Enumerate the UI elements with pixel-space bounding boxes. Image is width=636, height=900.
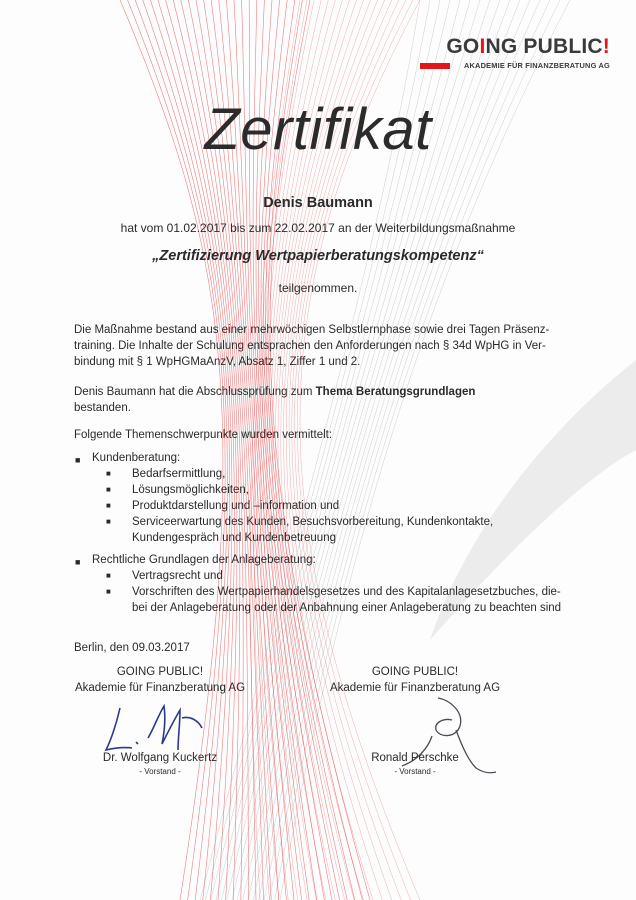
square-bullet-icon: ■ (106, 517, 111, 526)
list-item-continued: Kundengespräch und Kundenbetreuung (132, 532, 336, 544)
logo-red-bar (420, 63, 450, 69)
square-bullet-icon: ■ (106, 587, 111, 596)
right-signer-role: - Vorstand - (394, 767, 436, 776)
list-item: ■ Vertragsrecht und (106, 570, 223, 582)
recipient-name: Denis Baumann (263, 195, 373, 211)
square-bullet-icon: ■ (106, 501, 111, 510)
place-date: Berlin, den 09.03.2017 (74, 642, 190, 654)
bullet-icon: ■ (75, 557, 81, 567)
list-item: ■ Produktdarstellung und –information und (106, 500, 340, 512)
list-item-continued: bei der Anlageberatung oder der Anbahnung einer Anlageberatung zu beachten sind (132, 602, 562, 614)
left-signer-role: - Vorstand - (139, 767, 181, 776)
description-paragraph (74, 322, 574, 370)
exam-topic: Thema Beratungsgrundlagen (315, 386, 476, 398)
participated-text: teilgenommen. (278, 281, 358, 295)
list-item: ■ Bedarfsermittlung, (106, 468, 226, 480)
topic-label: Rechtliche Grundlagen der Anlageberatung: (92, 554, 316, 566)
description-line: Die Maßnahme bestand aus einer mehrwöchigen Selbstlernphase sowie drei Tagen Präsenz- (74, 324, 550, 336)
square-bullet-icon: ■ (106, 469, 111, 478)
square-bullet-icon: ■ (106, 571, 111, 580)
logo-wordmark: GOING PUBLIC! (446, 35, 610, 58)
description-line: bindung mit § 1 WpHGMaAnzV, Absatz 1, Ziffer 1 und 2. (74, 356, 361, 368)
topics-intro: Folgende Themenschwerpunkte wurden vermittelt: (74, 429, 333, 441)
left-signature-org: GOING PUBLIC! Akademie für Finanzberatung AG (74, 666, 246, 694)
topic-label: Kundenberatung: (92, 452, 181, 464)
right-signer-name: Ronald Perschke (371, 752, 459, 764)
list-item: ■ Lösungsmöglichkeiten, (106, 484, 249, 496)
left-signer-name: Dr. Wolfgang Kuckertz (102, 752, 218, 764)
course-title: „Zertifizierung Wertpapierberatungskompetenz“ (152, 248, 484, 264)
certificate-title: Zertifikat (204, 97, 432, 162)
description-line: training. Die Inhalte der Schulung entsprachen den Anforderungen nach § 34d WpHG in Ver- (74, 340, 546, 352)
bullet-icon: ■ (75, 455, 81, 465)
logo-subtitle: AKADEMIE FÜR FINANZBERATUNG AG (463, 61, 610, 70)
exam-paragraph: Denis Baumann hat die Abschlussprüfung zum Thema Beratungsgrundlagen bestanden. (74, 386, 476, 414)
company-logo (420, 36, 610, 72)
attendance-line: hat vom 01.02.2017 bis zum 22.02.2017 an der Weiterbildungsmaßnahme (120, 221, 516, 235)
list-item: ■ Vorschriften des Wertpapierhandelsgesetzes und des Kapitalanlagesetzbuches, die- (106, 586, 561, 598)
right-signature-org: GOING PUBLIC! Akademie für Finanzberatung AG (329, 666, 501, 694)
square-bullet-icon: ■ (106, 485, 111, 494)
list-item: ■ Serviceerwartung des Kunden, Besuchsvorbereitung, Kundenkontakte, (106, 516, 494, 528)
